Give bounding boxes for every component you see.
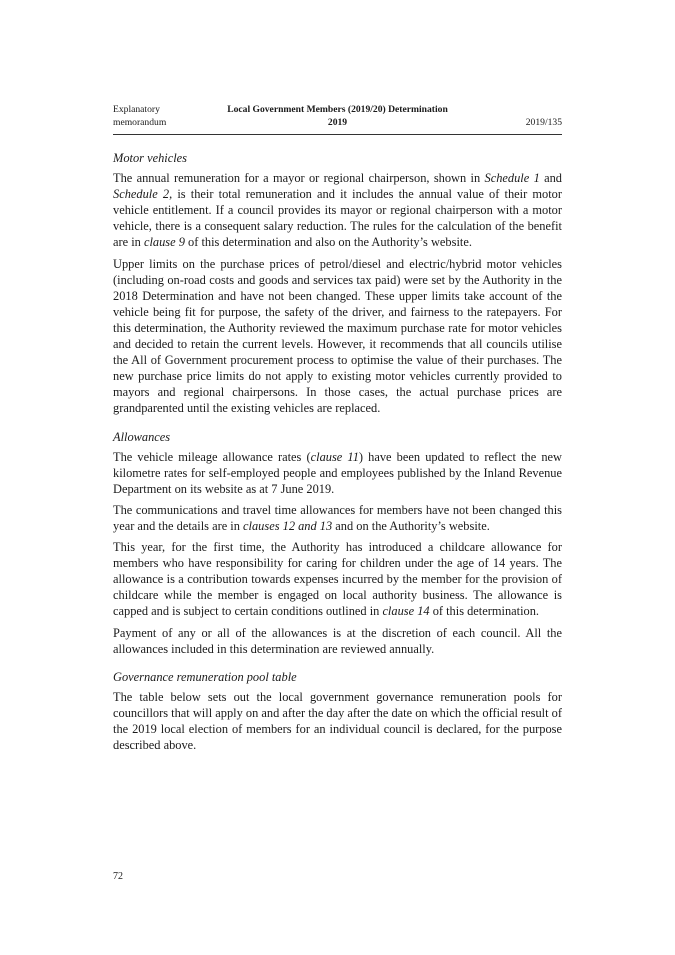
paragraph-allowances-1 bbox=[113, 449, 562, 497]
paragraph-allowances-2 bbox=[113, 502, 562, 534]
clause-14-ref: clause 14 bbox=[382, 604, 430, 619]
header-title bbox=[113, 104, 562, 129]
paragraph-allowances-4: Payment of any or all of the allowances is at the discretion of each council. All the allowances included in this determination are reviewed annually. bbox=[113, 625, 562, 656]
header-title-line1: Local Government Members (2019/20) Determination bbox=[227, 104, 448, 115]
header-left-line2: memorandum bbox=[113, 116, 167, 128]
clause-9-ref: clause 9 bbox=[143, 235, 185, 250]
paragraph-motor-2: Upper limits on the purchase prices of petrol/diesel and electric/hybrid motor vehicles (including on-road costs and goods and services tax paid) were set by the Authority in the 2018 Determination and have not been changed. These upper limits take account of the vehicle being fit for purpose, the safety of the driver, and fairness to the ratepayers. For this determination, the Authority reviewed the maximum purchase rate for motor vehicles and decided to retain the current levels. However, it recommends that all councils utilise the All of Government procurement process to optimise the value of their purchases. The new purchase price limits do not apply to existing motor vehicles currently provided to mayors and regional chairpersons. In those cases, the actual purchase prices are grandparented until the existing vehicles are replaced. bbox=[113, 256, 562, 416]
paragraph-pool-1: The table below sets out the local government governance remuneration pools for councillors that will apply on and after the day after the date on which the official result of the 2019 local election of members for an individual council is declared, for the purpose described above. bbox=[113, 689, 562, 753]
header-title-line2: 2019 bbox=[327, 116, 348, 128]
clauses-12-13-ref: clauses 12 and 13 bbox=[243, 518, 333, 533]
running-header bbox=[113, 104, 562, 135]
text-run: of this determination. bbox=[429, 604, 540, 619]
text-run: The annual remuneration for a mayor or regional chairperson, shown in bbox=[113, 171, 485, 186]
paragraph-motor-1 bbox=[113, 170, 562, 250]
text-run: The communications and travel time allowances for members have not been changed this year and the details are in bbox=[113, 502, 562, 533]
paragraph-allowances-3 bbox=[113, 539, 562, 619]
schedule-2-ref: Schedule 2 bbox=[113, 187, 170, 202]
heading-motor-vehicles: Motor vehicles bbox=[113, 151, 187, 165]
heading-allowances: Allowances bbox=[113, 429, 171, 444]
text-run: , is their total remuneration and it includes the annual value of their motor vehicle entitlement. If a council provides its mayor or regional chairperson with a motor vehicle, there is a consequent salary reduction. The rules for the calculation of the benefit are in bbox=[113, 187, 562, 250]
header-left-line1: Explanatory bbox=[113, 104, 160, 115]
text-run: This year, for the first time, the Authority has introduced a childcare allowance for members who have responsibility for caring for children under the age of 14 years. The allowance is a contribution towards expenses incurred by the member for the provision of childcare while the member is engaged on local authority business. The allowance is capped and is subject to certain conditions outlined in bbox=[113, 540, 562, 619]
text-run: The vehicle mileage allowance rates ( bbox=[113, 449, 311, 464]
clause-11-ref: clause 11 bbox=[310, 449, 359, 464]
text-run: and on the Authority’s website. bbox=[332, 518, 490, 533]
text-run: of this determination and also on the Authority’s website. bbox=[184, 235, 472, 250]
text-run: and bbox=[539, 171, 562, 186]
schedule-1-ref: Schedule 1 bbox=[484, 171, 540, 186]
text-run: ) have been updated to reflect the new kilometre rates for self-employed people and employees published by the Inland Revenue Department on its website as at 7 June 2019. bbox=[113, 449, 562, 496]
page-number: 72 bbox=[113, 871, 123, 882]
header-number: 2019/135 bbox=[525, 116, 562, 128]
heading-governance-pool: Governance remuneration pool table bbox=[113, 669, 297, 684]
document-body bbox=[113, 150, 562, 758]
